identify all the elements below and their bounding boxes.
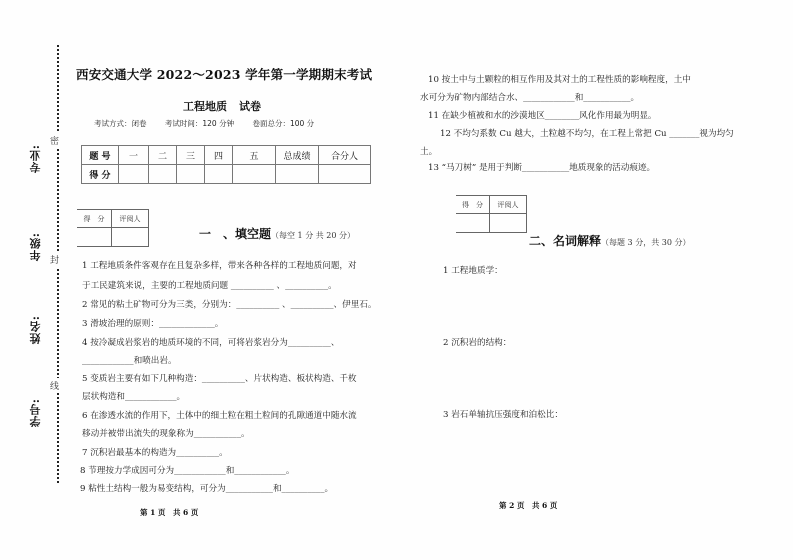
subject-name: 工程地质 [183,100,227,113]
question-1-line1: 1 工程地质条件客观存在且复杂多样，带来各种各样的工程地质问题，对 [82,261,357,271]
question-9: 9 粘性土结构一般为易变结构，可分为___________和__________。 [80,484,334,494]
score-row-label: 得 分 [82,165,119,184]
section1-note: （每空 1 分 共 20 分） [271,231,355,240]
question-5-line1: 5 变质岩主要有如下几种构造：__________、片状构造、板状构造、千枚 [82,374,357,384]
score-cell[interactable] [233,165,276,184]
question-6-line1: 6 在渗透水流的作用下，土体中的细土粒在粗土粒间的孔隙通道中随水流 [82,411,357,421]
page1-footer: 第 1 页 共 6 页 [140,508,199,517]
question-4-line2: ____________和喷出岩。 [82,356,177,366]
grader-score-header: 得 分 [77,210,112,228]
major-label: 专业: [29,144,42,174]
exam-subtitle [183,98,261,114]
grader-name-header: 评阅人 [490,196,527,214]
score-cell[interactable] [205,165,233,184]
score-header-cell: 三 [177,146,205,165]
grader-name-header: 评阅人 [112,210,149,228]
exam-mode: 考试方式：闭卷 [94,119,147,128]
score-header-cell: 一 [119,146,149,165]
question-8: 8 节理按力学成因可分为____________和____________。 [80,466,295,476]
score-table-row [82,165,371,184]
score-header-cell: 五 [233,146,276,165]
question-3: 3 滑坡治理的原则：_____________。 [82,319,224,329]
score-cell[interactable] [149,165,177,184]
score-table [81,145,371,184]
seal-mark-xian: 线 [50,378,59,393]
question-2: 2 常见的粘土矿物可分为三类，分别为：__________ 、__________、伊里石。 [82,300,377,310]
section1-title: 一 、填空题 [199,227,272,241]
exam-time: 考试时间：120 分钟 [164,119,235,128]
grade-label: 年级: [29,232,42,262]
student-id-label: 学号: [29,398,42,428]
question-5-line2: 层状构造和____________。 [82,392,186,402]
seal-mark-feng: 封 [50,252,59,267]
section1-heading [199,225,355,242]
score-header-cell: 合分人 [319,146,371,165]
page2-footer: 第 2 页 共 6 页 [499,501,558,510]
score-table-header [82,146,371,165]
question-1-line2: 于工民建筑来说，主要的工程地质问题 __________ 、__________。 [82,281,337,291]
section2-heading [529,232,690,249]
question-7: 7 沉积岩最基本的构造为__________。 [82,448,228,458]
grader-score-cell[interactable] [77,228,112,247]
grader-name-cell[interactable] [490,214,527,233]
score-header-cell: 题 号 [82,146,119,165]
grader-score-header: 得 分 [456,196,490,214]
question-10-line2: 水可分为矿物内部结合水、____________和___________。 [420,93,640,103]
question-10-line1: 10 按土中与土颗粒的相互作用及其对土的工程性质的影响程度，土中 [428,75,691,85]
term-3: 3 岩石单轴抗压强度和泊松比： [443,410,563,420]
question-6-line2: 移动并被带出流失的现象称为___________。 [82,429,250,439]
question-12-line2: 土。 [420,147,438,157]
grader-table-1 [77,209,149,247]
score-header-cell: 二 [149,146,177,165]
grader-score-cell[interactable] [456,214,490,233]
exam-title: 西安交通大学 2022～2023 学年第一学期期末考试 [76,67,373,82]
question-4-line1: 4 按冷凝成岩浆岩的地质环境的不同，可将岩浆岩分为__________、 [82,338,340,348]
question-11: 11 在缺少植被和水的沙漠地区________风化作用最为明显。 [428,111,657,121]
grader-name-cell[interactable] [112,228,149,247]
score-cell[interactable] [276,165,319,184]
name-label: 姓名: [29,315,42,345]
score-cell[interactable] [177,165,205,184]
score-header-cell: 总成绩 [276,146,319,165]
exam-info [94,118,330,129]
grader-table-2 [456,195,527,233]
score-cell[interactable] [119,165,149,184]
section2-note: （每题 3 分，共 30 分） [601,238,691,247]
exam-total: 卷面总分：100 分 [252,119,315,128]
question-13: 13 “马刀树” 是用于判断___________地质现象的活动痕迹。 [428,163,656,173]
question-12-line1: 12 不均匀系数 Cu 越大，土粒越不均匀，在工程上常把 Cu _______视为均匀 [440,129,734,139]
score-cell[interactable] [319,165,371,184]
paper-label: 试卷 [239,100,261,113]
term-1: 1 工程地质学： [443,266,503,276]
section2-title: 二、名词解释 [529,234,602,248]
score-header-cell: 四 [205,146,233,165]
term-2: 2 沉积岩的结构： [443,338,512,348]
seal-mark-mi: 密 [50,133,59,148]
